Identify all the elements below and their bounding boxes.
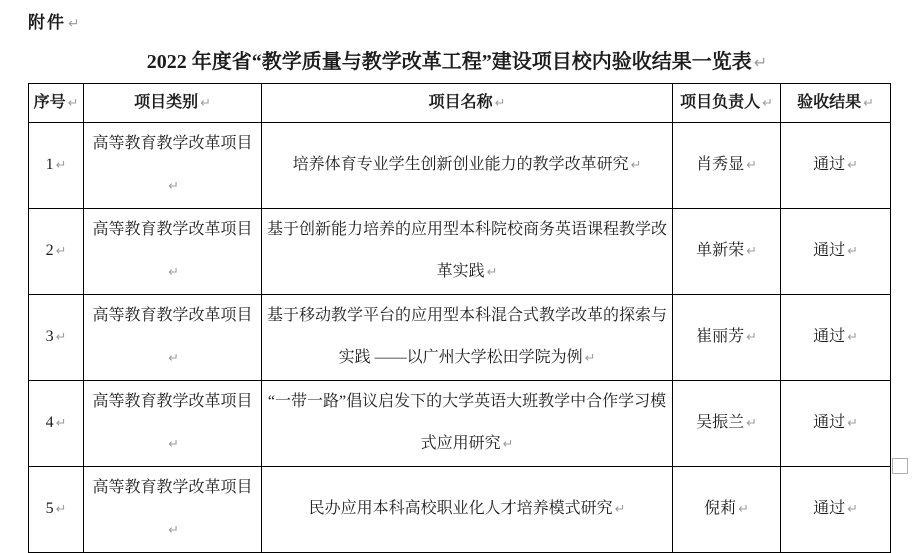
paragraph-mark-icon: ↵ bbox=[847, 330, 858, 345]
paragraph-mark-icon: ↵ bbox=[168, 179, 179, 194]
leader-cell bbox=[673, 295, 781, 381]
paragraph-mark-icon: ↵ bbox=[55, 158, 67, 173]
leader-text: 单新荣 bbox=[696, 242, 745, 259]
leader-text: 倪莉 bbox=[704, 500, 737, 517]
seq-text: 5 bbox=[45, 500, 54, 517]
result-cell bbox=[781, 123, 891, 209]
name-text: 基于移动教学平台的应用型本科混合式教学改革的探索与实践 ——以广州大学松田学院为例 bbox=[266, 307, 667, 366]
paragraph-mark-icon: ↵ bbox=[746, 416, 757, 431]
name-text: 基于创新能力培养的应用型本科院校商务英语课程教学改革实践 bbox=[266, 221, 667, 280]
seq-cell bbox=[29, 467, 84, 553]
seq-text: 4 bbox=[45, 414, 54, 431]
header-text: 项目名称 bbox=[428, 94, 493, 111]
header-text: 验收结果 bbox=[797, 94, 862, 111]
paragraph-mark-icon: ↵ bbox=[494, 96, 506, 111]
paragraph-mark-icon: ↵ bbox=[630, 158, 642, 173]
paragraph-mark-icon: ↵ bbox=[502, 437, 514, 452]
name-cell bbox=[262, 467, 673, 553]
category-cell bbox=[84, 209, 262, 295]
category-cell bbox=[84, 467, 262, 553]
name-text: 民办应用本科高校职业化人才培养模式研究 bbox=[308, 500, 613, 517]
paragraph-mark-icon: ↵ bbox=[68, 16, 80, 32]
result-cell bbox=[781, 295, 891, 381]
result-text: 通过 bbox=[813, 500, 846, 517]
name-text: “一带一路”倡议启发下的大学英语大班教学中合作学习模式应用研究 bbox=[267, 393, 667, 452]
table-row bbox=[29, 381, 891, 467]
table-row bbox=[29, 123, 891, 209]
category-text: 高等教育教学改革项目 bbox=[92, 479, 253, 496]
paragraph-mark-icon: ↵ bbox=[863, 96, 874, 111]
column-header-result bbox=[781, 84, 891, 123]
name-cell bbox=[262, 209, 673, 295]
results-table bbox=[28, 83, 891, 553]
seq-cell bbox=[29, 295, 84, 381]
page-title bbox=[0, 45, 914, 74]
category-text: 高等教育教学改革项目 bbox=[92, 221, 253, 238]
seq-text: 3 bbox=[45, 328, 54, 345]
paragraph-mark-icon: ↵ bbox=[67, 96, 79, 111]
name-cell bbox=[262, 123, 673, 209]
category-cell bbox=[84, 295, 262, 381]
paragraph-mark-icon: ↵ bbox=[746, 158, 757, 173]
paragraph-mark-icon: ↵ bbox=[486, 265, 498, 280]
paragraph-mark-icon: ↵ bbox=[168, 437, 179, 452]
paragraph-mark-icon: ↵ bbox=[200, 96, 211, 111]
paragraph-mark-icon: ↵ bbox=[847, 158, 858, 173]
result-text: 通过 bbox=[813, 156, 846, 173]
attachment-label bbox=[28, 8, 79, 33]
seq-cell bbox=[29, 209, 84, 295]
paragraph-mark-icon: ↵ bbox=[746, 330, 757, 345]
paragraph-mark-icon: ↵ bbox=[847, 502, 858, 517]
leader-text: 崔丽芳 bbox=[696, 328, 745, 345]
paragraph-mark-icon: ↵ bbox=[55, 416, 67, 431]
table-row bbox=[29, 467, 891, 553]
column-header-name bbox=[262, 84, 673, 123]
paragraph-mark-icon: ↵ bbox=[762, 96, 773, 111]
name-cell bbox=[262, 381, 673, 467]
result-text: 通过 bbox=[813, 414, 846, 431]
paragraph-mark-icon: ↵ bbox=[753, 53, 768, 72]
seq-cell bbox=[29, 123, 84, 209]
category-cell bbox=[84, 123, 262, 209]
attachment-text: 附件 bbox=[28, 13, 66, 32]
name-text: 培养体育专业学生创新创业能力的教学改革研究 bbox=[292, 156, 629, 173]
paragraph-mark-icon: ↵ bbox=[55, 244, 67, 259]
page-title-text: 2022 年度省“教学质量与教学改革工程”建设项目校内验收结果一览表 bbox=[146, 51, 752, 73]
category-text: 高等教育教学改革项目 bbox=[92, 307, 253, 324]
table-row bbox=[29, 209, 891, 295]
seq-cell bbox=[29, 381, 84, 467]
leader-cell bbox=[673, 467, 781, 553]
category-text: 高等教育教学改革项目 bbox=[92, 393, 253, 410]
column-header-leader bbox=[673, 84, 781, 123]
category-cell bbox=[84, 381, 262, 467]
header-text: 项目类别 bbox=[134, 94, 199, 111]
leader-cell bbox=[673, 381, 781, 467]
leader-text: 吴振兰 bbox=[696, 414, 745, 431]
paragraph-mark-icon: ↵ bbox=[168, 265, 179, 280]
result-text: 通过 bbox=[813, 328, 846, 345]
category-text: 高等教育教学改革项目 bbox=[92, 135, 253, 152]
result-text: 通过 bbox=[813, 242, 846, 259]
result-cell bbox=[781, 209, 891, 295]
result-cell bbox=[781, 381, 891, 467]
paragraph-mark-icon: ↵ bbox=[847, 416, 858, 431]
column-header-seq bbox=[29, 84, 84, 123]
name-cell bbox=[262, 295, 673, 381]
leader-cell bbox=[673, 209, 781, 295]
paragraph-mark-icon: ↵ bbox=[584, 351, 596, 366]
paragraph-mark-icon: ↵ bbox=[746, 244, 757, 259]
result-cell bbox=[781, 467, 891, 553]
paragraph-mark-icon: ↵ bbox=[55, 330, 67, 345]
paragraph-mark-icon: ↵ bbox=[738, 502, 749, 517]
table-header-row bbox=[29, 84, 891, 123]
paragraph-mark-icon: ↵ bbox=[847, 244, 858, 259]
column-header-category bbox=[84, 84, 262, 123]
header-text: 序号 bbox=[33, 94, 66, 111]
paragraph-mark-icon: ↵ bbox=[168, 523, 179, 538]
leader-cell bbox=[673, 123, 781, 209]
paragraph-mark-icon: ↵ bbox=[168, 351, 179, 366]
seq-text: 2 bbox=[45, 242, 54, 259]
seq-text: 1 bbox=[45, 156, 54, 173]
leader-text: 肖秀显 bbox=[696, 156, 745, 173]
paragraph-mark-icon: ↵ bbox=[55, 502, 67, 517]
paragraph-mark-icon: ↵ bbox=[614, 502, 626, 517]
header-text: 项目负责人 bbox=[680, 94, 761, 111]
table-row bbox=[29, 295, 891, 381]
table-resize-handle[interactable] bbox=[892, 458, 908, 474]
